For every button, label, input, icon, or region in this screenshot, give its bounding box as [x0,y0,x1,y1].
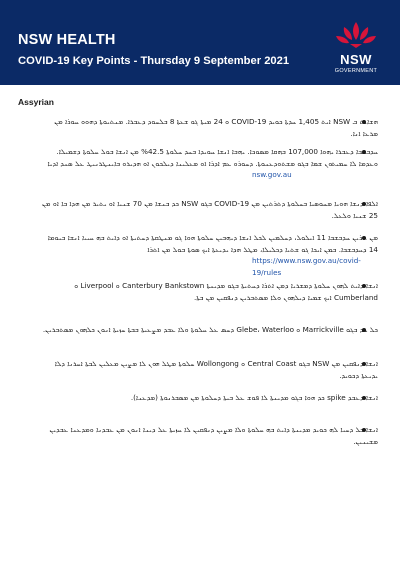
list-item: ܟܠ ܚܕ ܒܓܘ Marrickville ܘ Glebe، Waterloo ܕܚܣ ܥܠ ܚܠܘܬܐ ܘܠܐ ܥܒܕ ܡܨܥܝܬܐ ܒܒܬܐ ܚܙܝܬܐ ܐܢܘܢ ܟܠܗܘܢ ܡܣܬܒܪܝܢ. [42,325,378,334]
nsw-link[interactable]: nsw.gov.au [252,170,292,179]
logo-text: NSW [340,52,372,67]
list-item [40,232,378,278]
list-item: ܐܢܫܐ ܕܢܦܩܝܢ ܡܢ NSW ܒܓܘ Central Coast ܘ Wollongong ܚܠܘܬܐ ܡܛܠ ܗܘܢ ܠܐ ܡܨܝܢ ܡܥܠܝܢ ܠܒܬܐ ܐܚܪܢܐ ܕܠܐ ܝܕܝܥܬܐ ܕܟܘܝܕ. [54,359,378,380]
page-subtitle: COVID-19 Key Points - Thursday 9 September 2021 [18,55,290,67]
list-item: ܐܢܫܐ ܟܠ ܕܚܝܐ ܠܗ ܟܘܝܕ ܡܕܝܢܬܐ ܕܐܝܬ ܒܗ ܚܠܘܬܐ ܘܠܐ ܡܨܝܢ ܕܢܦܩܝܢ ܠܐ ܚܙܝܬܐ ܥܠ ܕܝܢܐ ܐܢܘܢ ܡܢ ܥܒܕܢܐ ܘܡܕܥܢܐ ܥܒܕܝܢ ܡܫܝܢܝܢ. [49,425,378,446]
list-item: ܐܠܦܐ ܕܢܫܐ ܗܘܝܐ ܡܚܘܣܝܐ ܒܚܠܘܬܐ ܕܬܪܬܝܢ ܡܢ COVID-19 ܒܓܘ NSW ܟܕ ܒܢܫܐ ܡܢ 70 ܫܢܝܐ ܐܘ ܝܬܝܪ ܡܢ ܗܕܐ ܒܐ ܐܘ ܡܢ 25 ܫܢܝܐ ܘܠܥܠ. [42,199,378,220]
list-item: ܐܢܫܐ ܕܥܒܕ spike ܟܕ ܗܘܐ ܒܓܘ ܡܕܝܢܬܐ ܠܐ ܦܘܫ ܥܠ ܒܝܬܐ ܕܚܠܘܬܐ ܡܢ ܡܣܒܪܢܘܬܐ (ܡܕܥܢܐ). [130,393,378,402]
list-item [40,146,378,181]
list-item-text: ܡܢ ܬܪܝܢ ܚܕܒܫܒܐ 11 ܐܝܠܘܠ، ܕܚܠܡܝܢ ܠܟܠ ܐܢܫܐ ܕܝܗܒܝܢ ܚܠܘܬܐ ܗܘܐ ܓܘ ܡܢܛܩܬܐ ܕܚܬܝܬܐ ܐܘ ܕܐܝܬ ܒܗ ܚܝܝܐ ܐܢܫܐ ܒܝܘܡܐ 14 ܕܚܕܒܫܒܐ. ܒܡܢ ܐܝܟܐ ܓܘ ܫܬܝܐ ܕܟܠܝܠܐ، ܡܛܠ ܗܕܐ ܝܕܝܥܬܐ ܐܝܟ ܣܘܬܐ ܒܘܠ ܡܢ ܐܬܪܐ [47,233,378,254]
language-label: Assyrian [18,97,54,107]
logo-subtext: GOVERNMENT [334,68,378,74]
covid-rules-link[interactable]: https://www.nsw.gov.au/covid-19/rules [252,256,361,277]
page-title: NSW HEALTH [18,32,116,48]
list-item: ܐܢܫܐ ܕܐܝܬ ܠܗܘܢ ܚܠܘܬܐ ܕܡܫܪܝܐ ܕܡܢ ܐܬܪܐ ܕܚܬܝܬܐ ܒܓܘ ܡܕܝܢܬܐ Canterbury Bankstown ܘ Liverpool ܘ Cumberland ܐܝܟ ܫܡܝܐ ܕܝܠܗܘܢ ܘܠܐ ܡܣܬܒܪܝܢ ܕܢܦܩܝܢ ܡܢ ܒܬܐ. [74,281,378,302]
list-item: ܗܫܐܝܬ ܒ NSW ܐܝܬ 1,405 ܚܕܬܐ ܟܘܝܕ COVID-19 ܘ 24 ܡܝܬܐ ܓܘ ܫܥܬܐ 8 ܒܠܚܘܕ ܕܥܒܪܐ. ܡܢܬܝܘܬܐ ܕܗܘܘ ܚܘܪܐ ܡܢ ܡܪܥܐ ܐܢܐ. [54,117,378,138]
list-item-text: ܚܕܒܫܒܐ ܕܥܒܪܐ ܝܗܘܐ 107,000 ܒܗܩܐ ܡܣܘܟܐ. ܝܗܒܐ ܐܢܫܐ ܚܘܝܕܐ ܒܚܕ ܚܠܘܬܐ 42.5% ܡܢ ܐܢܫܐ ܒܘܠ ܚܠܘܬܐ ܕܫܡܝܠܐ. ܘܥܕܡܐ ܠܐ ܚܡܝܬܘܢ ܫܡܐ ܒܓܘ ܡܫܬܘܕܥܢܘܬܐ. ܕܚܘܪܘ ܥܡ ܐܕܪܐ ܐܘ ܡܥܠܝܢܐ ܕܝܠܟܘܢ ܐܘ ܗܕܝܪܘ ܒܐܝܢܛܪܢܝܛ ܥܠ ܣܢܕ ܐܕܝܐ [47,147,378,168]
header-banner [0,0,400,85]
